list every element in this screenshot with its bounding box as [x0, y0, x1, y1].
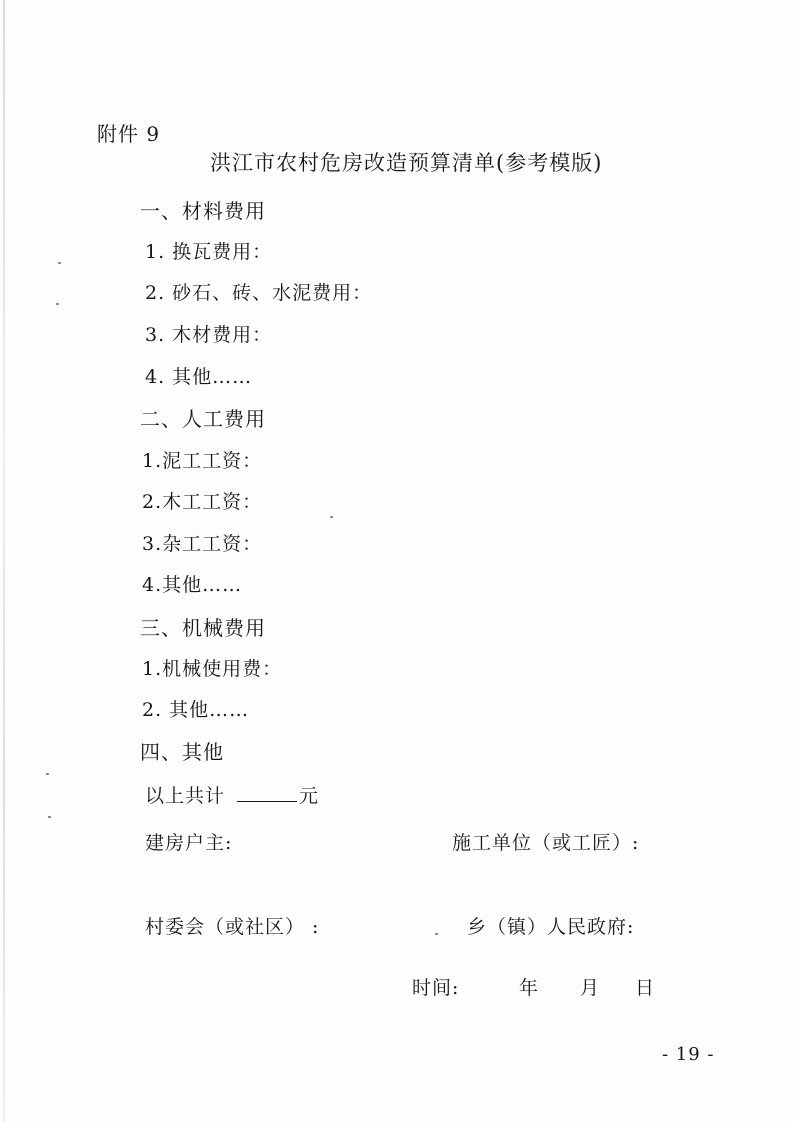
list-item: 1. 换瓦费用： [145, 241, 273, 263]
list-item: 4.其他…… [142, 574, 243, 596]
township-signature-label: 乡（镇）人民政府: [467, 916, 635, 938]
section-heading-materials: 一、材料费用 [140, 199, 266, 223]
list-item: 1.泥工工资： [142, 450, 263, 472]
date-label: 时间: [412, 977, 460, 999]
scan-speck [46, 773, 49, 775]
document-title: 洪江市农村危房改造预算清单(参考模版) [210, 151, 603, 175]
list-item: 2.木工工资： [142, 491, 263, 513]
village-signature-label: 村委会（或社区） : [145, 916, 320, 938]
total-line [145, 785, 319, 806]
contractor-signature-label: 施工单位（或工匠）: [452, 832, 640, 854]
section-heading-labor: 二、人工费用 [140, 407, 266, 431]
scan-speck [56, 303, 59, 305]
list-item: 2. 砂石、砖、水泥费用： [145, 282, 373, 304]
total-blank [237, 785, 297, 802]
section-heading-machinery: 三、机械费用 [140, 616, 266, 640]
list-item: 2. 其他…… [142, 699, 250, 721]
scan-speck [435, 933, 438, 935]
list-item: 3. 木材费用： [145, 324, 273, 346]
total-suffix: 元 [299, 785, 320, 807]
date-year: 年 [519, 977, 540, 999]
section-heading-other: 四、其他 [140, 740, 224, 764]
scan-speck [48, 816, 51, 818]
list-item: 4. 其他…… [145, 366, 253, 388]
total-prefix: 以上共计 [145, 785, 226, 807]
scan-speck [58, 262, 61, 264]
list-item: 3.杂工工资： [142, 533, 263, 555]
date-day: 日 [635, 977, 656, 999]
date-month: 月 [580, 977, 601, 999]
owner-signature-label: 建房户主: [145, 832, 233, 854]
scan-edge [3, 0, 5, 1122]
list-item: 1.机械使用费： [142, 658, 283, 680]
attachment-label: 附件 9 [97, 122, 161, 146]
page-number: - 19 - [662, 1044, 715, 1065]
scan-speck [330, 516, 333, 518]
